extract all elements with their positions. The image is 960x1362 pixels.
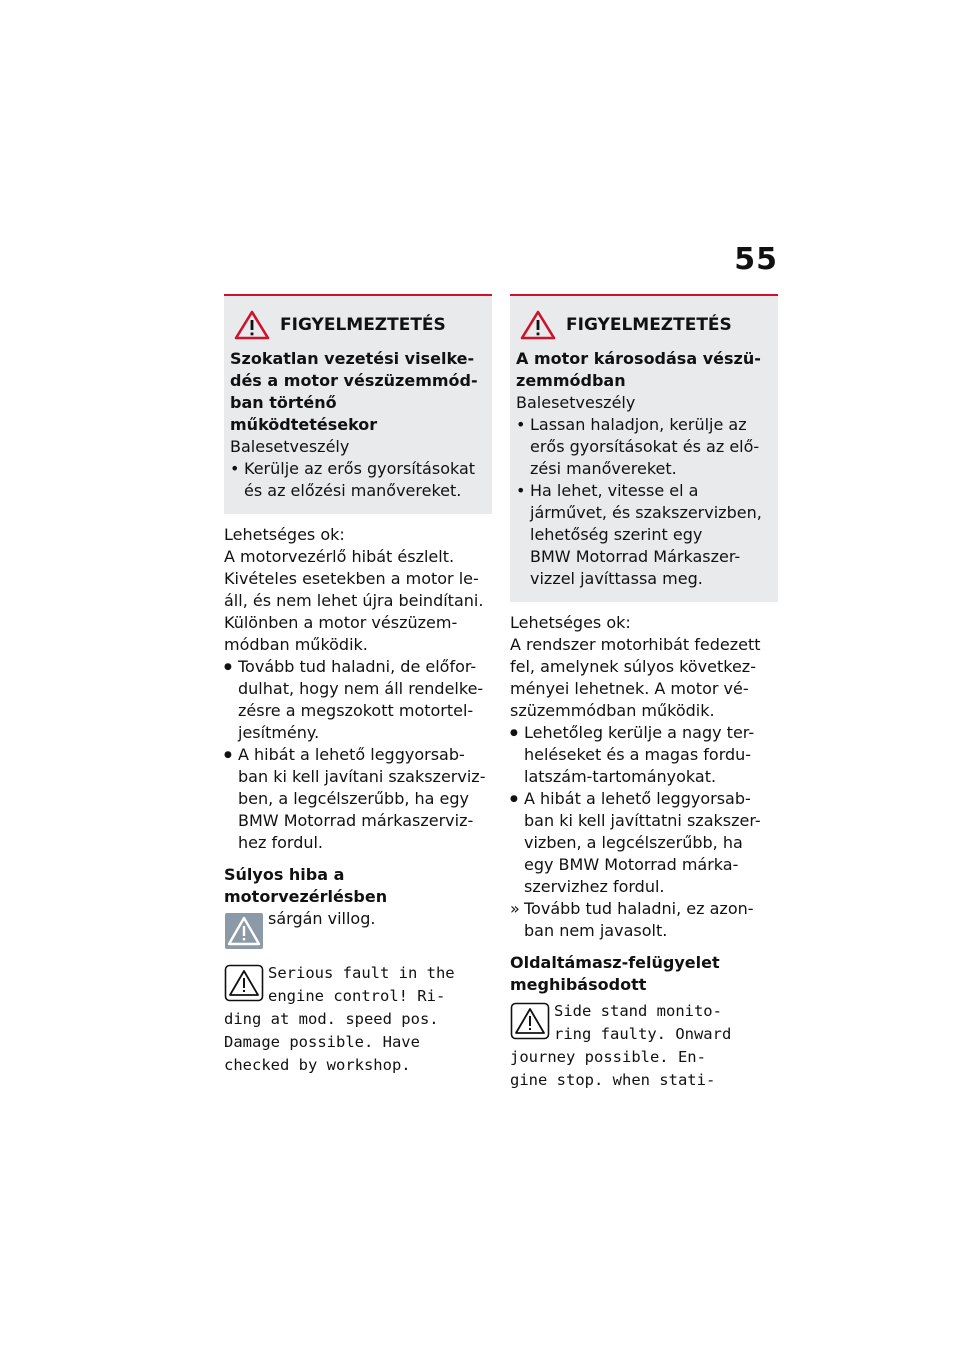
warning-header	[234, 310, 486, 340]
heading-line: Súlyos hiba a	[224, 865, 345, 884]
indicator-text: sárgán villog.	[268, 909, 376, 928]
warning-bullet	[230, 458, 486, 502]
text-line: vizben, a legcélszerűbb, ha	[524, 833, 743, 852]
bullet-line: vizzel javíttassa meg.	[530, 569, 703, 588]
warning-heading-line: Szokatlan vezetési viselke-	[230, 349, 475, 368]
warning-title: FIGYELMEZTETÉS	[566, 315, 732, 335]
warning-header	[520, 310, 772, 340]
general-warning-light-icon	[224, 912, 264, 950]
heading-line: Oldaltámasz-felügyelet	[510, 953, 720, 972]
text-line: Lehetséges ok:	[224, 525, 345, 544]
text-line: ban nem javasolt.	[524, 921, 668, 940]
display-warning-icon	[224, 964, 264, 1002]
text-line: ● A hibát a lehető leggyorsab-	[238, 745, 465, 764]
left-column	[224, 294, 492, 1077]
display-warning-icon	[510, 1002, 550, 1040]
heading-line: meghibásodott	[510, 975, 647, 994]
result-item	[510, 898, 778, 942]
text-line: BMW Motorrad márkaszerviz-	[238, 811, 474, 830]
indicator-row	[224, 908, 492, 952]
text-line: áll, és nem lehet újra beindítani.	[224, 591, 484, 610]
text-line: Kivételes esetekben a motor le-	[224, 569, 479, 588]
text-line: A motorvezérlő hibát észlelt.	[224, 547, 455, 566]
display-line: gine stop. when stati-	[510, 1071, 716, 1089]
text-line: ban ki kell javítani szakszerviz-	[238, 767, 486, 786]
text-line: ● Tovább tud haladni, de előfor-	[238, 657, 477, 676]
list-item	[510, 722, 778, 788]
display-line: journey possible. En-	[510, 1048, 706, 1066]
text-line: Lehetséges ok:	[510, 613, 631, 632]
bullet-line: BMW Motorrad Márkaszer-	[530, 547, 741, 566]
text-line: ban ki kell javíttatni szakszer-	[524, 811, 761, 830]
text-line: ● A hibát a lehető leggyorsab-	[524, 789, 751, 808]
bullet-line: járművet, és szakszervizben,	[530, 503, 762, 522]
text-line: zésre a megszokott motortel-	[238, 701, 474, 720]
text-line: fel, amelynek súlyos következ-	[510, 657, 756, 676]
warning-box-left	[224, 294, 492, 514]
warning-triangle-icon	[234, 310, 270, 340]
list-item	[510, 788, 778, 898]
warning-title: FIGYELMEZTETÉS	[280, 315, 446, 335]
bullet-line: és az előzési manővereket.	[244, 481, 462, 500]
text-line: Különben a motor vészüzem-	[224, 613, 458, 632]
bullet-line: zési manővereket.	[530, 459, 677, 478]
page-number: 55	[734, 242, 778, 277]
text-line: szervizhez fordul.	[524, 877, 665, 896]
display-line: Damage possible. Have	[224, 1033, 420, 1051]
text-line: heléseket és a magas fordu-	[524, 745, 752, 764]
text-line: jesítmény.	[238, 723, 320, 742]
warning-subtitle: Balesetveszély	[516, 393, 636, 412]
bullet-line: lehetőség szerint egy	[530, 525, 703, 544]
section-heading	[510, 952, 778, 996]
display-line: ding at mod. speed pos.	[224, 1010, 439, 1028]
warning-subtitle: Balesetveszély	[230, 437, 350, 456]
warning-bullet	[516, 480, 772, 590]
display-line: Side stand monito-	[554, 1002, 722, 1020]
text-line: módban működik.	[224, 635, 368, 654]
display-line: ring faulty. Onward	[554, 1025, 732, 1043]
display-line: engine control! Ri-	[268, 987, 446, 1005]
bullet-line: • Kerülje az erős gyorsításokat	[244, 459, 476, 478]
text-line: szüzemmódban működik.	[510, 701, 715, 720]
display-line: Serious fault in the	[268, 964, 455, 982]
text-line: egy BMW Motorrad márka-	[524, 855, 739, 874]
display-message	[224, 962, 492, 1077]
list-item	[224, 744, 492, 854]
text-line: hez fordul.	[238, 833, 324, 852]
warning-heading-line: A motor károsodása vészü-	[516, 349, 761, 368]
warning-triangle-icon	[520, 310, 556, 340]
heading-line: motorvezérlésben	[224, 887, 388, 906]
text-line: dulhat, hogy nem áll rendelke-	[238, 679, 484, 698]
warning-heading-line: dés a motor vészüzemmód-	[230, 371, 478, 390]
text-line: ● Lehetőleg kerülje a nagy ter-	[524, 723, 755, 742]
warning-heading-line: ban történő működtetésekor	[230, 393, 378, 434]
display-line: checked by workshop.	[224, 1056, 411, 1074]
bullet-line: • Lassan haladjon, kerülje az	[530, 415, 747, 434]
text-line: A rendszer motorhibát fedezett	[510, 635, 761, 654]
cause-paragraph	[224, 524, 492, 656]
right-column	[510, 294, 778, 1092]
list-item	[224, 656, 492, 744]
warning-heading-line: zemmódban	[516, 371, 626, 390]
warning-box-right	[510, 294, 778, 602]
text-line: ben, a legcélszerűbb, ha egy	[238, 789, 470, 808]
bullet-line: erős gyorsításokat és az elő-	[530, 437, 760, 456]
section-heading	[224, 864, 492, 908]
display-message	[510, 1000, 778, 1092]
bullet-line: • Ha lehet, vitesse el a	[530, 481, 699, 500]
text-line: ményei lehetnek. A motor vé-	[510, 679, 749, 698]
cause-paragraph	[510, 612, 778, 722]
warning-bullet	[516, 414, 772, 480]
text-line: latszám-tartományokat.	[524, 767, 717, 786]
text-line: » Tovább tud haladni, ez azon-	[524, 899, 754, 918]
